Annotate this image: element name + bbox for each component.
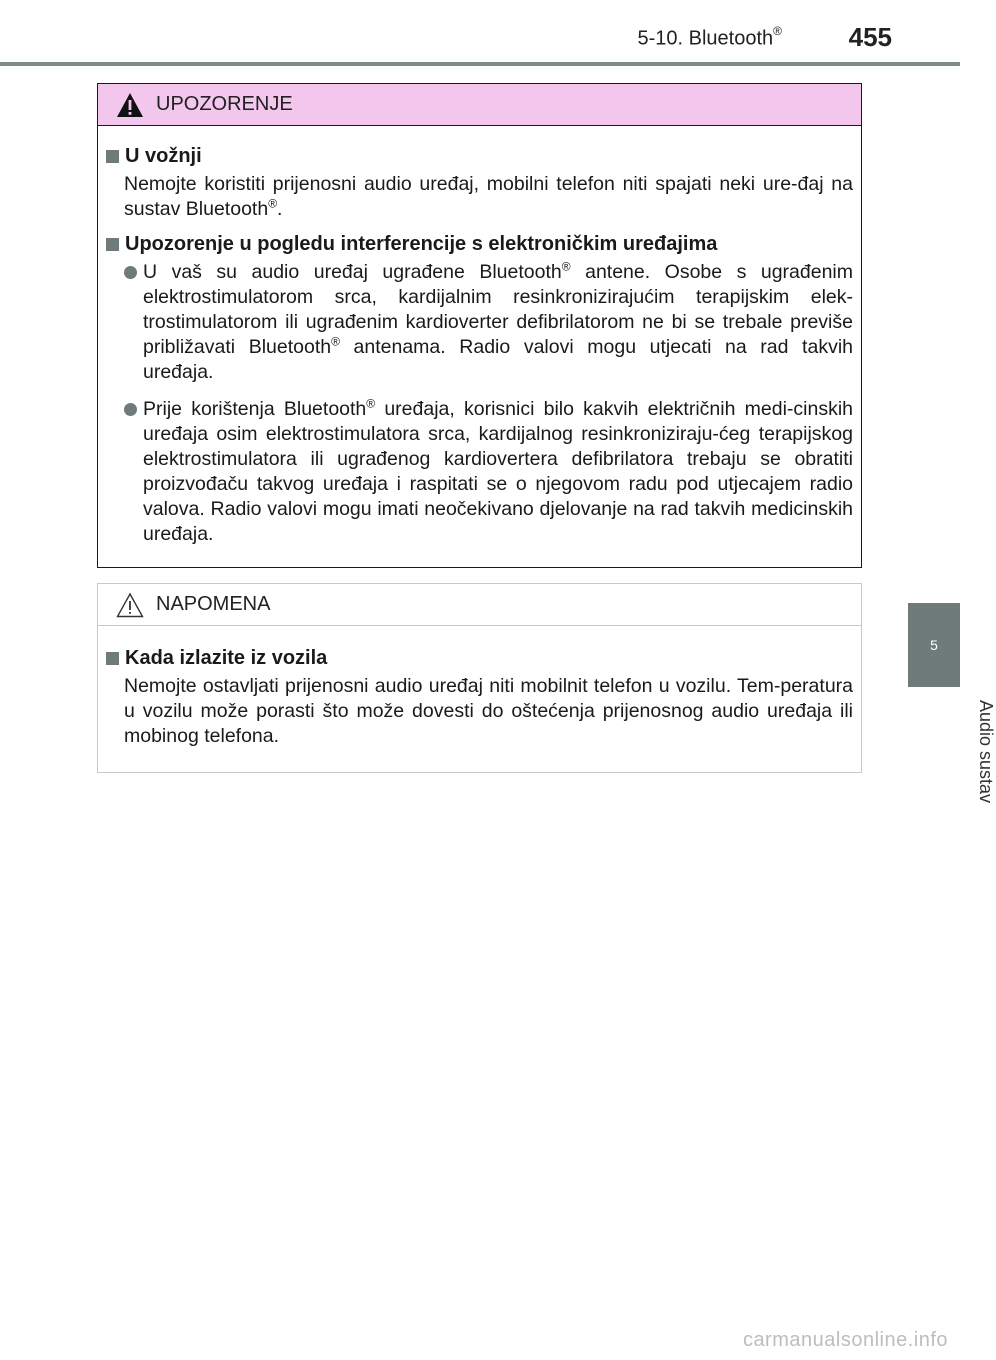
list-item: Prije korištenja Bluetooth® uređaja, korisnici bilo kakvih električnih medi-cinskih uređaja osim elektrostimulatora srca, kardijalnog resinkroniziraju-ćeg terapijskog elektrostimulatora ili ugrađenog kardiovertera defibrilatora trebaju se obratiti proizvođaču takvog uređaja i raspitati se o njegovom radu pod utjecajem radio valova. Radio valovi mogu imati neočekivano djelovanje na rad takvih medicinskih uređaja. [124,397,853,547]
warning-triangle-outline-icon [116,592,144,618]
header-rule [0,62,960,66]
notice-header [98,584,861,626]
warning-box [97,83,862,568]
notice-text-leaving-vehicle: Nemojte ostavljati prijenosni audio uređaj niti mobilnit telefon u vozilu. Tem-peratura u vozilu može porasti što može dovesti do oštećenja prijenosnog audio uređaja ili mobinog telefona. [124,675,853,747]
chapter-number: 5 [930,637,938,653]
notice-title: NAPOMENA [156,593,271,615]
watermark: carmanualsonline.info [742,1329,948,1351]
warning-title: UPOZORENJE [156,93,293,115]
chapter-label: Audio sustav [976,700,996,804]
warning-text-driving: Nemojte koristiti prijenosni audio uređaj, mobilni telefon niti spajati neki ure-đaj na sustav Bluetooth®. [124,173,853,220]
square-bullet-icon [106,238,119,251]
page-number: 455 [848,22,892,52]
list-item: U vaš su audio uređaj ugrađene Bluetooth® antene. Osobe s ugrađenim elektrostimulatorom srca, kardijalnim resinkronizirajućim terapijskim elek-trostimulatorom ili ugrađenim kardioverter defibrilatorom ne bi se trebale previše približavati Bluetooth® antenama. Radio valovi mogu utjecati na rad takvih uređaja. [124,260,853,385]
warning-heading-interference: Upozorenje u pogledu interferencije s elektroničkim uređajima [106,232,853,256]
section-title: 5-10. Bluetooth® [637,24,782,50]
warning-heading-driving: U vožnji [106,144,853,168]
round-bullet-icon [124,266,137,279]
notice-heading-leaving-vehicle: Kada izlazite iz vozila [106,646,853,670]
notice-box [97,583,862,773]
square-bullet-icon [106,150,119,163]
chapter-tab [908,603,960,687]
round-bullet-icon [124,403,137,416]
warning-triangle-filled-icon [116,92,144,118]
square-bullet-icon [106,652,119,665]
warning-header [98,84,861,126]
